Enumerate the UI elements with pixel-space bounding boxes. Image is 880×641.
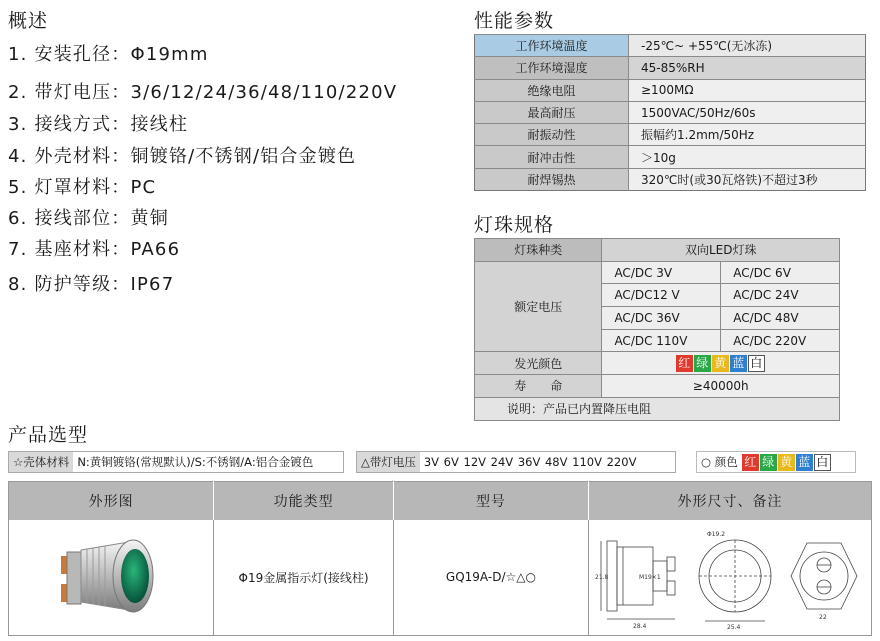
selection-title: 产品选型 (8, 424, 89, 446)
col-header-model: 型号 (393, 482, 588, 520)
voltage-cell: AC/DC 24V (721, 284, 840, 307)
product-table (8, 481, 872, 636)
voltage-option (356, 451, 676, 473)
dim-label: Φ19.2 (707, 530, 726, 538)
dim-label: M19×1 (639, 573, 661, 581)
color-chip-blue: 蓝 (796, 454, 813, 471)
product-image-cell (9, 520, 214, 636)
indicator-light-image (51, 526, 171, 626)
dim-label: 28.4 (633, 622, 647, 630)
param-value: ＞10g (629, 146, 866, 168)
overview-item: 2. 带灯电压：3/6/12/24/36/48/110/220V (8, 82, 398, 103)
rated-voltage-label: 额定电压 (475, 261, 602, 352)
color-chip-red: 红 (676, 355, 693, 372)
table-row (475, 79, 866, 101)
col-header-function: 功能类型 (214, 482, 394, 520)
table-row (475, 57, 866, 79)
color-chip-green: 绿 (760, 454, 777, 471)
color-chip-yellow: 黄 (778, 454, 795, 471)
voltage-cell: AC/DC 48V (721, 307, 840, 330)
color-label: 发光颜色 (475, 352, 602, 375)
color-option (696, 451, 856, 473)
function-cell: Φ19金属指示灯(接线柱) (214, 520, 394, 636)
table-row (9, 520, 872, 636)
table-row (475, 375, 840, 398)
shell-material-label: ☆壳体材料 (9, 452, 73, 472)
table-row (475, 239, 840, 262)
dim-label: 22 (819, 613, 827, 621)
param-value: ≥100MΩ (629, 79, 866, 101)
voltage-cell: AC/DC 110V (602, 329, 721, 352)
color-chip-yellow: 黄 (712, 355, 729, 372)
led-type-value: 双向LED灯珠 (602, 239, 840, 262)
dimension-drawing (595, 521, 865, 631)
voltage-cell: AC/DC12 V (602, 284, 721, 307)
param-key: 最高耐压 (475, 101, 629, 123)
overview-title: 概述 (8, 10, 49, 32)
voltage-cell: AC/DC 36V (602, 307, 721, 330)
led-type-label: 灯珠种类 (475, 239, 602, 262)
life-value: ≥40000h (602, 375, 840, 398)
color-chip-green: 绿 (694, 355, 711, 372)
voltage-cell: AC/DC 220V (721, 329, 840, 352)
param-value: 320℃时(或30瓦烙铁)不超过3秒 (629, 168, 866, 190)
color-chips (602, 352, 840, 375)
model-cell: GQ19A-D/☆△○ (393, 520, 588, 636)
param-key: 工作环境湿度 (475, 57, 629, 79)
led-spec-table (474, 238, 840, 421)
col-header-appearance: 外形图 (9, 482, 214, 520)
shell-material-option (8, 451, 344, 473)
param-key: 耐焊锡热 (475, 168, 629, 190)
overview-item: 5. 灯罩材料：PC (8, 177, 157, 198)
table-header-row (9, 482, 872, 520)
voltage-cell: AC/DC 3V (602, 261, 721, 284)
led-note: 说明：产品已内置降压电阻 (475, 397, 840, 420)
table-row (475, 146, 866, 168)
color-chip-blue: 蓝 (730, 355, 747, 372)
overview-item: 6. 接线部位：黄铜 (8, 208, 169, 229)
voltage-cell: AC/DC 6V (721, 261, 840, 284)
table-row (475, 168, 866, 190)
table-row (475, 101, 866, 123)
param-value: -25℃~ +55℃(无冰冻) (629, 35, 866, 57)
overview-item: 7. 基座材料：PA66 (8, 239, 181, 260)
table-row (475, 35, 866, 57)
led-spec-title: 灯珠规格 (474, 214, 555, 236)
param-key: 耐振动性 (475, 124, 629, 146)
voltage-option-label: △带灯电压 (357, 452, 420, 472)
performance-table (474, 34, 866, 191)
color-chip-red: 红 (742, 454, 759, 471)
overview-item: 8. 防护等级：IP67 (8, 274, 175, 295)
param-value: 1500VAC/50Hz/60s (629, 101, 866, 123)
param-key: 绝缘电阻 (475, 79, 629, 101)
overview-item: 1. 安装孔径：Φ19mm (8, 44, 209, 65)
table-row (475, 124, 866, 146)
dimension-drawing-cell (589, 520, 872, 636)
performance-title: 性能参数 (474, 10, 555, 32)
dim-label: 25.4 (727, 623, 741, 631)
life-label: 寿 命 (475, 375, 602, 398)
table-row (475, 352, 840, 375)
color-option-label: ○ 颜色 (701, 455, 738, 469)
color-chip-white: 白 (814, 454, 831, 471)
param-value: 45-85%RH (629, 57, 866, 79)
color-chip-white: 白 (748, 355, 765, 372)
param-value: 振幅约1.2mm/50Hz (629, 124, 866, 146)
shell-material-value: N:黄铜镀铬(常规默认)/S:不锈钢/A:铝合金镀色 (77, 455, 314, 469)
voltage-option-value: 3V 6V 12V 24V 36V 48V 110V 220V (423, 455, 637, 469)
param-key: 耐冲击性 (475, 146, 629, 168)
table-row (475, 397, 840, 420)
param-key: 工作环境温度 (475, 35, 629, 57)
dim-label: 21.8 (595, 573, 609, 581)
col-header-dimensions: 外形尺寸、备注 (589, 482, 872, 520)
table-row (475, 261, 840, 284)
overview-item: 4. 外壳材料：铜镀铬/不锈钢/铝合金镀色 (8, 146, 357, 167)
overview-item: 3. 接线方式：接线柱 (8, 114, 189, 135)
